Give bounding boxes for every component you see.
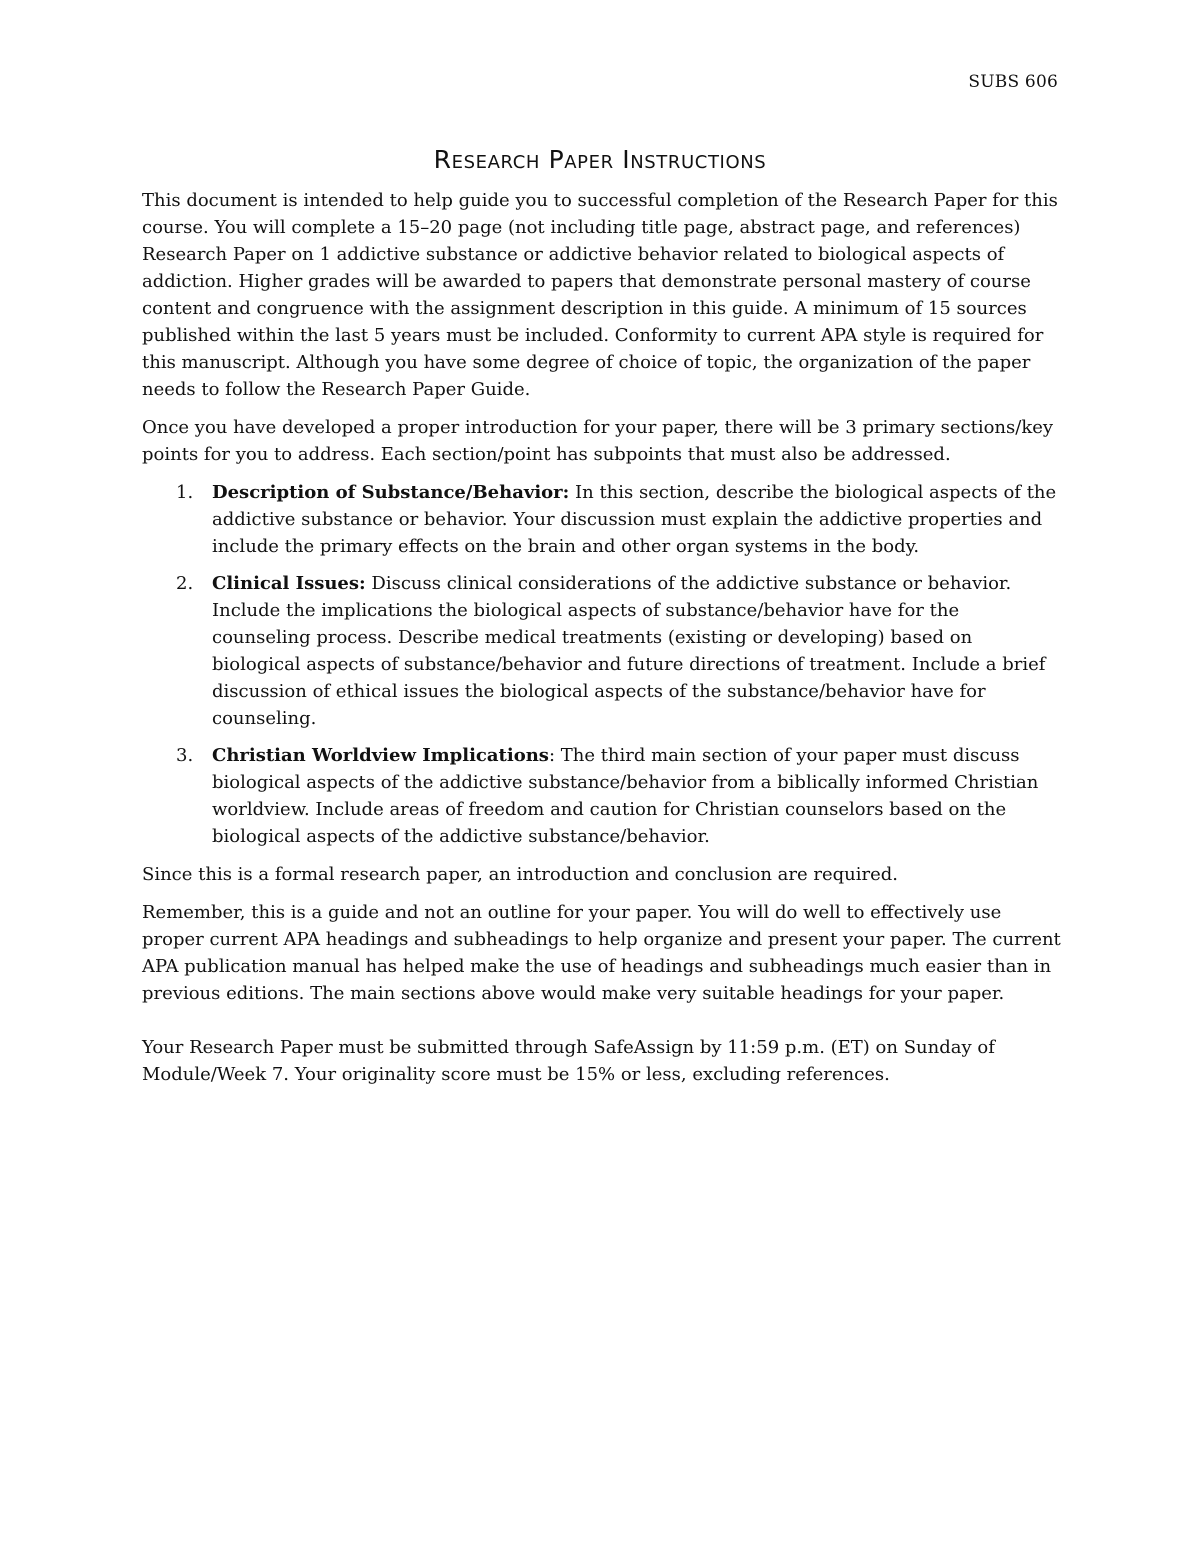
paragraph-spacer bbox=[142, 1018, 1062, 1034]
guide-reminder-paragraph: Remember, this is a guide and not an outline for your paper. You will do well to effectively use proper current APA headings and subheadings to help organize and present your paper. The current APA publication manual has helped make the use of headings and subheadings much easier than in previous editions. The main sections above would make very suitable headings for your paper. bbox=[142, 902, 1061, 1004]
document-body bbox=[142, 187, 1062, 1099]
submission-paragraph: Your Research Paper must be submitted through SafeAssign by 11:59 p.m. (ET) on Sunday of Module/Week 7. Your originality score must be 15% or less, excluding references. bbox=[142, 1037, 995, 1085]
list-item-title: Clinical Issues: bbox=[212, 573, 366, 594]
list-item-number: 2. bbox=[176, 573, 194, 594]
list-item-title: Description of Substance/Behavior: bbox=[212, 482, 570, 503]
list-item-text: : The third main section of your paper must discuss biological aspects of the addictive substance/behavior from a biblically informed Christian worldview. Include areas of freedom and caution for Christian counselors based on the biological aspects of the addictive substance/behavior. bbox=[212, 745, 1039, 847]
formal-paper-paragraph: Since this is a formal research paper, an introduction and conclusion are required. bbox=[142, 864, 899, 885]
sections-list bbox=[142, 479, 1062, 850]
list-item-number: 1. bbox=[176, 482, 194, 503]
intro-paragraph: This document is intended to help guide you to successful completion of the Research Paper for this course. You will complete a 15–20 page (not including title page, abstract page, and references) Research Paper on 1 addictive substance or addictive behavior related to biological aspects of addiction. Higher grades will be awarded to papers that demonstrate personal mastery of course content and congruence with the assignment description in this guide. A minimum of 15 sources published within the last 5 years must be included. Conformity to current APA style is required for this manuscript. Although you have some degree of choice of topic, the organization of the paper needs to follow the Research Paper Guide. bbox=[142, 190, 1058, 400]
sections-intro-paragraph: Once you have developed a proper introduction for your paper, there will be 3 primary sections/key points for you to address. Each section/point has subpoints that must also be addressed. bbox=[142, 417, 1054, 465]
list-item-clinical-issues bbox=[142, 570, 1062, 732]
list-item-christian-worldview bbox=[142, 742, 1062, 850]
list-item-text: In this section, describe the biological aspects of the addictive substance or behavior. Your discussion must explain the addictive properties and include the primary effects on the brain and other organ systems in the body. bbox=[212, 482, 1057, 557]
list-item-substance-description bbox=[142, 479, 1062, 560]
list-item-number: 3. bbox=[176, 745, 194, 766]
course-code-header: SUBS 606 bbox=[968, 72, 1058, 92]
page-title: Research Paper Instructions bbox=[433, 145, 767, 174]
list-item-title: Christian Worldview Implications bbox=[212, 745, 549, 766]
list-item-text: Discuss clinical considerations of the addictive substance or behavior. Include the implications the biological aspects of substance/behavior have for the counseling process. Describe medical treatments (existing or developing) based on biological aspects of substance/behavior and future directions of treatment. Include a brief discussion of ethical issues the biological aspects of the substance/behavior have for counseling. bbox=[212, 573, 1046, 729]
